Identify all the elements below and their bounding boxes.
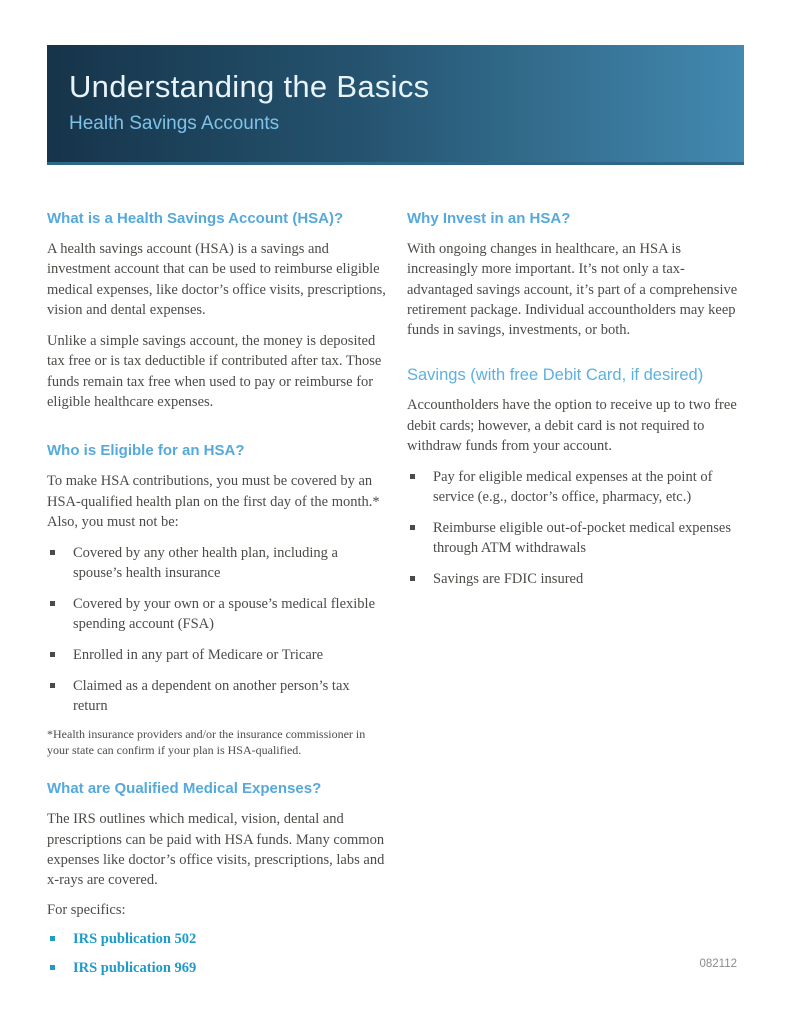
list-item: Claimed as a dependent on another person’s tax return bbox=[47, 676, 387, 716]
content-area bbox=[47, 210, 747, 1008]
section-qualified-expenses bbox=[47, 780, 387, 977]
paragraph: A health savings account (HSA) is a savings and investment account that can be used to reimburse eligible medical expenses, like doctor’s office visits, prescriptions, vision and dental expenses. bbox=[47, 241, 386, 318]
paragraph: Unlike a simple savings account, the money is deposited tax free or is tax deductible if contributed after tax. Those funds remain tax free when used to pay or reimburse for eligible healthcare expenses. bbox=[47, 333, 382, 411]
list-item: Covered by any other health plan, including a spouse’s health insurance bbox=[47, 543, 387, 583]
paragraph: The IRS outlines which medical, vision, dental and prescriptions can be paid with HSA funds. Many common expenses like doctor’s office visits, prescriptions, labs and x-rays are covered. bbox=[47, 811, 385, 889]
page-subtitle: Health Savings Accounts bbox=[69, 113, 280, 134]
footnote: *Health insurance providers and/or the insurance commissioner in your state can confirm if your plan is HSA-qualified. bbox=[47, 727, 366, 757]
list-item: Covered by your own or a spouse’s medical flexible spending account (FSA) bbox=[47, 594, 387, 634]
section-heading: Who is Eligible for an HSA? bbox=[47, 442, 245, 460]
irs-publication-969-link[interactable]: IRS publication 969 bbox=[73, 959, 197, 976]
header-banner bbox=[47, 45, 744, 165]
irs-links-list bbox=[47, 929, 387, 978]
paragraph: With ongoing changes in healthcare, an HSA is increasingly more important. It’s not only a tax-advantaged savings account, it’s part of a comprehensive retirement package. Individual accountholders may keep funds in savings, investments, or both. bbox=[407, 241, 738, 339]
list-item: Enrolled in any part of Medicare or Tricare bbox=[47, 645, 387, 665]
document-code: 082112 bbox=[699, 958, 737, 970]
left-column bbox=[47, 210, 387, 1008]
list-item: Pay for eligible medical expenses at the point of service (e.g., doctor’s office, pharmacy, etc.) bbox=[407, 467, 747, 507]
list-item bbox=[47, 929, 387, 949]
section-heading: Why Invest in an HSA? bbox=[407, 210, 571, 227]
page-title: Understanding the Basics bbox=[69, 69, 430, 104]
list-item bbox=[47, 958, 387, 978]
list-item: Savings are FDIC insured bbox=[407, 569, 747, 589]
eligibility-bullet-list bbox=[47, 543, 387, 716]
paragraph: Accountholders have the option to receive up to two free debit cards; however, a debit card is not required to withdraw funds from your account. bbox=[407, 397, 737, 455]
section-who-is-eligible bbox=[47, 442, 387, 758]
right-column bbox=[407, 210, 747, 1008]
irs-publication-502-link[interactable]: IRS publication 502 bbox=[73, 930, 197, 947]
section-what-is-hsa bbox=[47, 210, 387, 412]
list-item: Reimburse eligible out-of-pocket medical expenses through ATM withdrawals bbox=[407, 518, 747, 558]
lead-in-text: For specifics: bbox=[47, 901, 126, 918]
section-why-invest bbox=[407, 210, 747, 340]
section-heading: What are Qualified Medical Expenses? bbox=[47, 780, 322, 798]
paragraph: To make HSA contributions, you must be covered by an HSA-qualified health plan on the first day of the month.* Also, you must not be: bbox=[47, 473, 380, 530]
savings-bullet-list bbox=[407, 467, 747, 589]
sub-heading: Savings (with free Debit Card, if desired) bbox=[407, 366, 704, 385]
section-savings-debit-card bbox=[407, 366, 747, 589]
section-heading: What is a Health Savings Account (HSA)? bbox=[47, 210, 344, 227]
